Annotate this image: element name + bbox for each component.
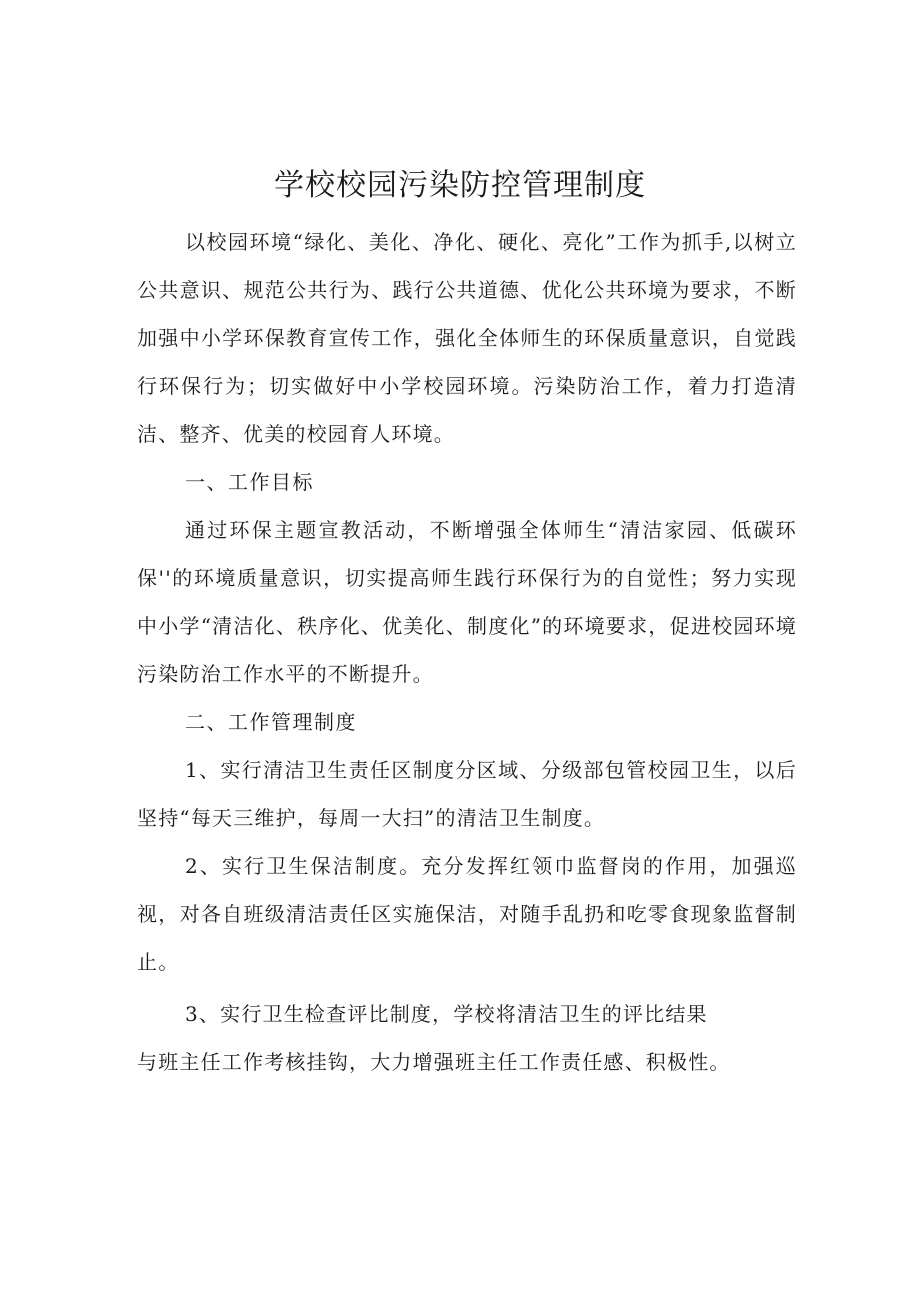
goals-paragraph: 通过环保主题宣教活动，不断增强全体师生“清洁家园、低碳环保''的环境质量意识，切实提高师生践行环保行为的自觉性；努力实现中小学“清洁化、秩序化、优美化、制度化”的环境要求，促进校园环境污染防治工作水平的不断提升。	[137, 518, 797, 686]
section-heading-goals: 一、工作目标	[185, 470, 314, 494]
document-title: 学校校园污染防控管理制度	[274, 168, 646, 203]
section-heading-management: 二、工作管理制度	[185, 710, 357, 734]
management-item-3-line-2: 与班主任工作考核挂钩，大力增强班主任工作责任感、积极性。	[137, 1050, 731, 1074]
management-item-1: 1、实行清洁卫生责任区制度分区域、分级部包管校园卫生，以后坚持“每天三维护，每周一大扫”的清洁卫生制度。	[137, 758, 797, 830]
management-item-2: 2、实行卫生保洁制度。充分发挥红领巾监督岗的作用，加强巡视，对各自班级清洁责任区实施保洁，对随手乱扔和吃零食现象监督制止。	[137, 854, 797, 974]
intro-paragraph: 以校园环境“绿化、美化、净化、硬化、亮化”工作为抓手,以树立公共意识、规范公共行为、践行公共道德、优化公共环境为要求，不断加强中小学环保教育宣传工作，强化全体师生的环保质量意识，自觉践行环保行为；切实做好中小学校园环境。污染防治工作，着力打造清洁、整齐、优美的校园育人环境。	[137, 230, 797, 446]
management-item-3-line-1: 3、实行卫生检查评比制度，学校将清洁卫生的评比结果	[185, 1002, 708, 1026]
document-body	[137, 218, 797, 1086]
